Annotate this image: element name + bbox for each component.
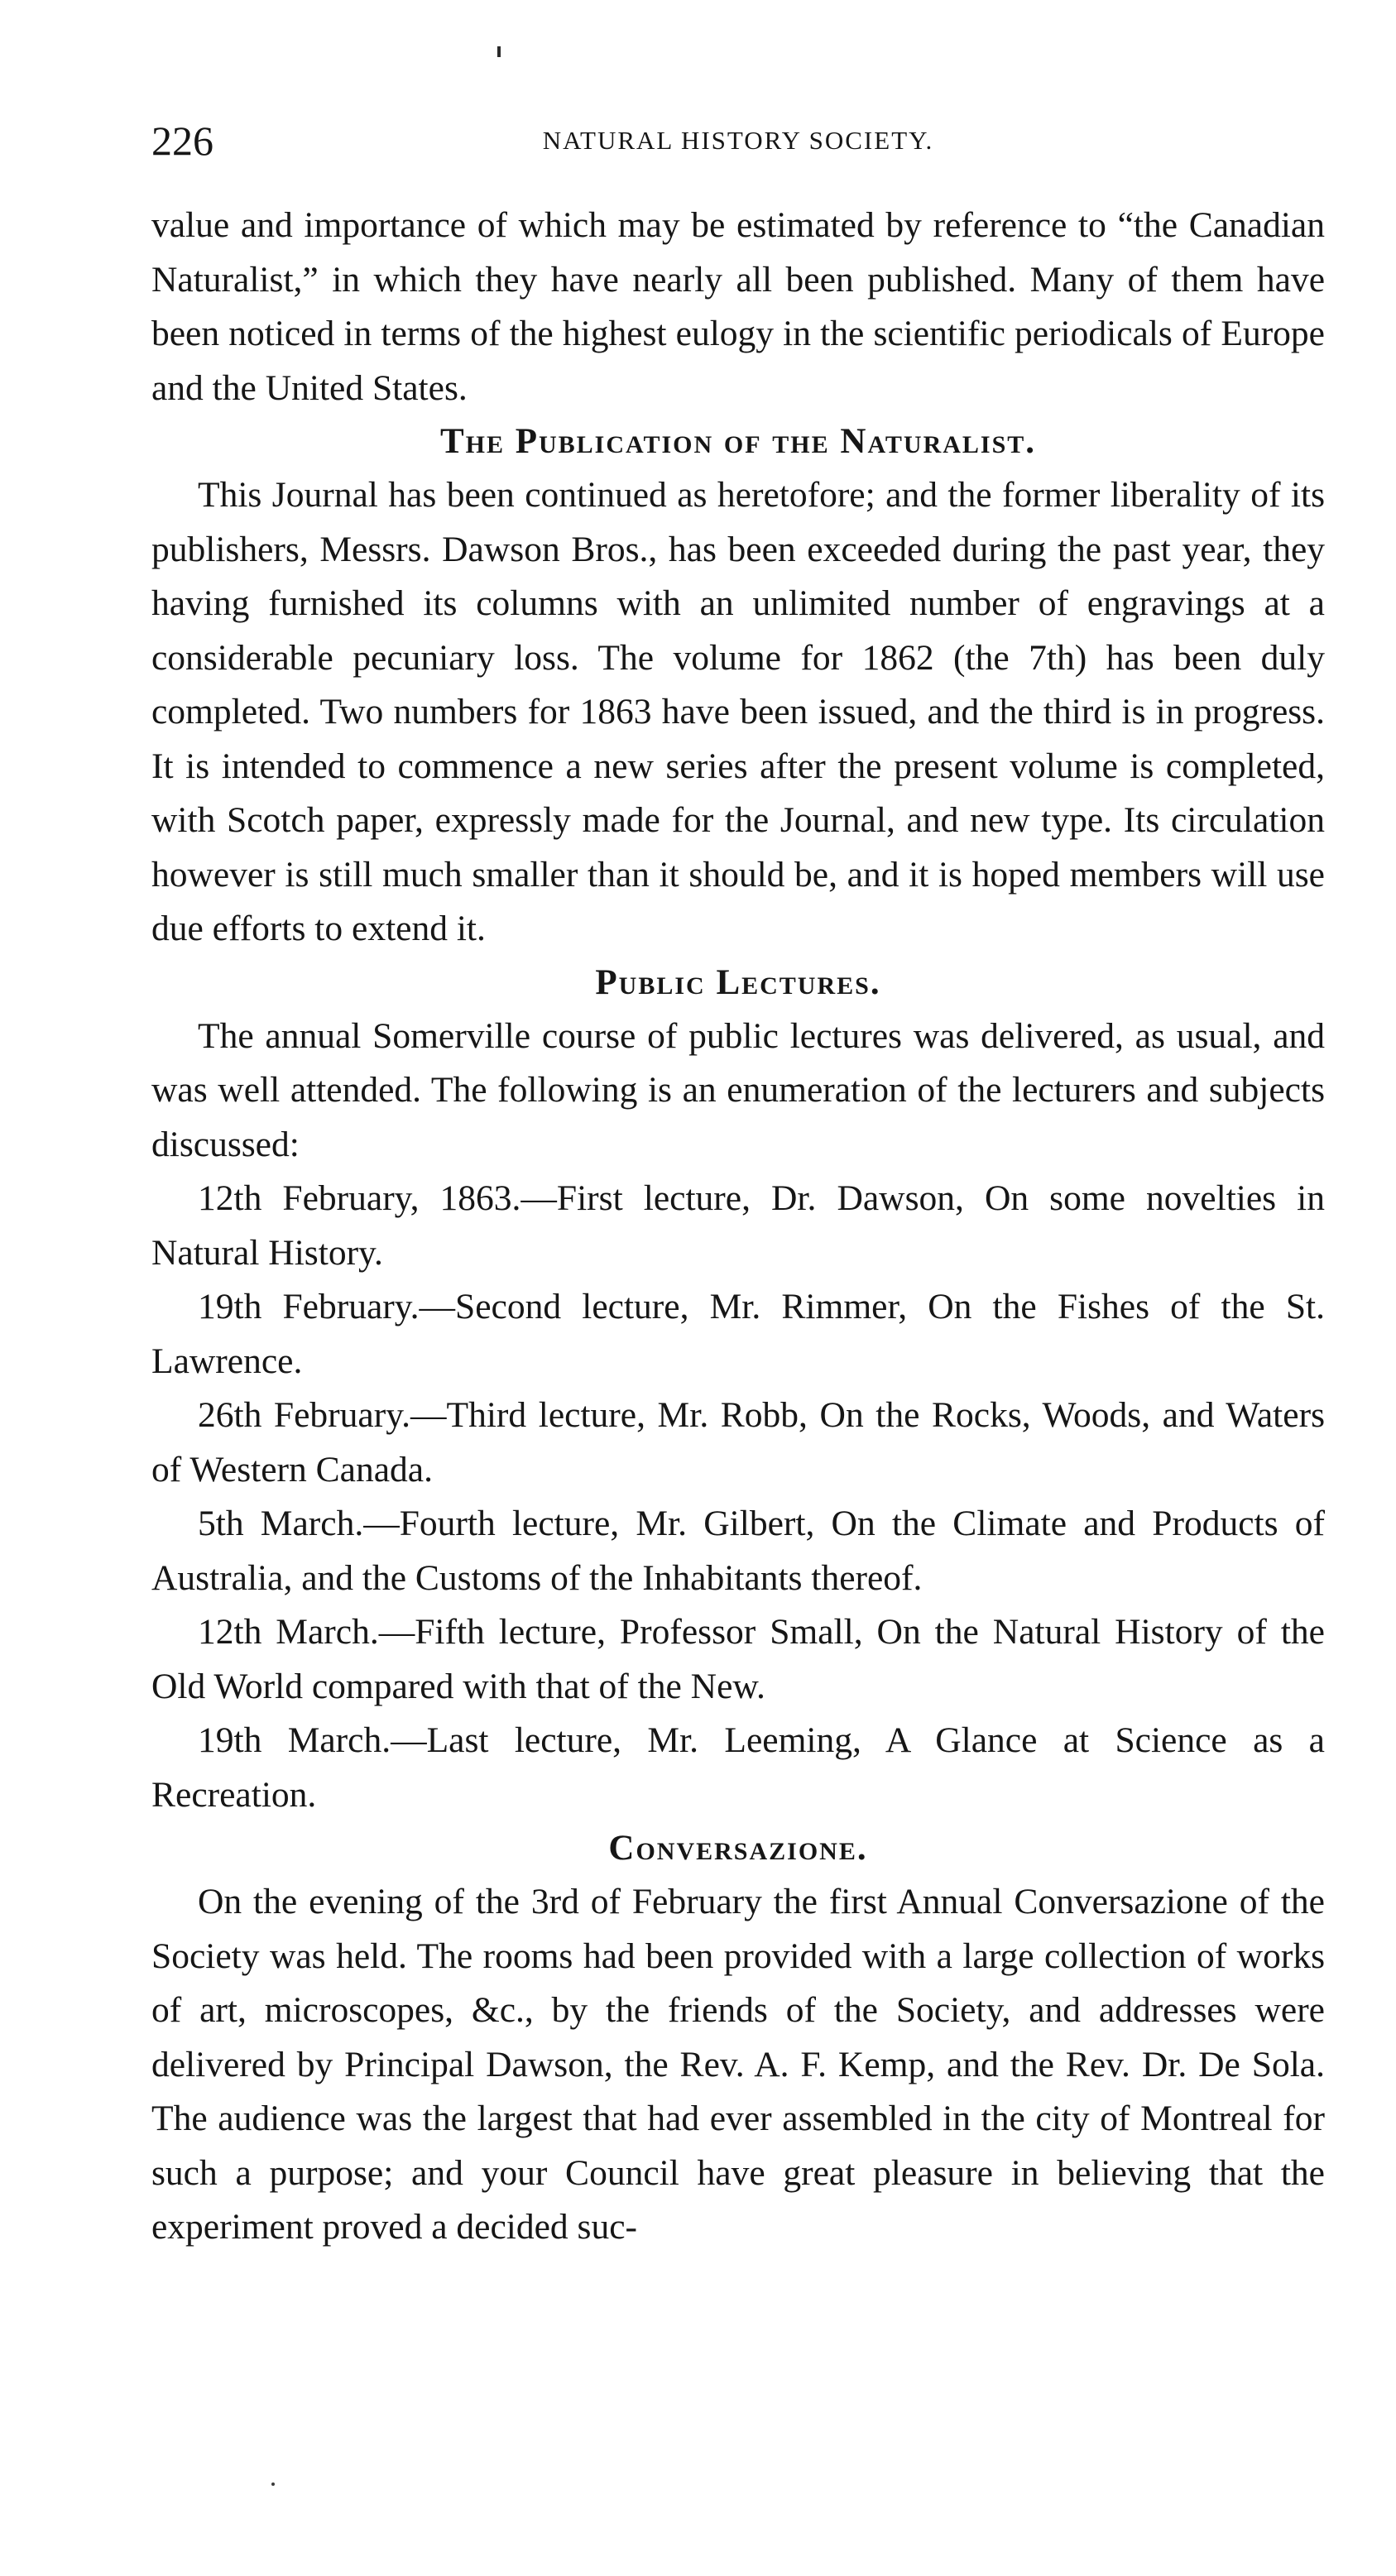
page-number: 226 — [151, 118, 213, 164]
page-header — [151, 108, 1325, 174]
lecture-entry: 19th February.—Second lecture, Mr. Rimmer, On the Fishes of the St. Lawrence. — [151, 1287, 1325, 1381]
lecture-entry: 12th February, 1863.—First lecture, Dr. Dawson, On some novelties in Natural History. — [151, 1178, 1325, 1273]
lecture-entry: 12th March.—Fifth lecture, Professor Small, On the Natural History of the Old World compared with that of the New. — [151, 1612, 1325, 1706]
heading-publication: The Publication of the Naturalist. — [439, 422, 1037, 461]
heading-public-lectures: Public Lectures. — [595, 962, 881, 1002]
ink-speck — [271, 2482, 275, 2486]
paragraph-lectures-intro: The annual Somerville course of public lectures was delivered, as usual, and was well attended. The following is an enumeration of the lecturers and subjects discussed: — [151, 1015, 1325, 1164]
paragraph-conversazione: On the evening of the 3rd of February the first Annual Conversazione of the Society was held. The rooms had been provided with a large collection of works of art, microscopes, &c., by the friends of the Society, and addresses were delivered by Principal Dawson, the Rev. A. F. Kemp, and the Rev. Dr. De Sola. The audience was the largest that had ever assembled in the city of Montreal for such a purpose; and your Council have great pleasure in believing that the experiment proved a decided suc- — [151, 1882, 1325, 2247]
lecture-entry: 5th March.—Fourth lecture, Mr. Gilbert, On the Climate and Products of Australia, and the Customs of the Inhabitants thereof. — [151, 1504, 1325, 1598]
heading-conversazione: Conversazione. — [608, 1829, 868, 1868]
book-page — [151, 108, 1325, 2255]
paragraph-publication: This Journal has been continued as heretofore; and the former liberality of its publishers, Messrs. Dawson Bros., has been exceeded during the past year, they having furnished its columns with an unlimited number of engravings at a considerable pecuniary loss. The volume for 1862 (the 7th) has been duly completed. Two numbers for 1863 have been issued, and the third is in progress. It is intended to commence a new series after the present volume is completed, with Scotch paper, expressly made for the Journal, and new type. Its circulation however is still much smaller than it should be, and it is hoped members will use due efforts to extend it. — [151, 475, 1325, 948]
body-text — [151, 199, 1325, 2255]
lecture-entry: 26th February.—Third lecture, Mr. Robb, On the Rocks, Woods, and Waters of Western Canada. — [151, 1395, 1325, 1489]
lecture-entry: 19th March.—Last lecture, Mr. Leeming, A Glance at Science as a Recreation. — [151, 1720, 1325, 1815]
paragraph-continuation: value and importance of which may be estimated by reference to “the Canadian Naturalist,” in which they have nearly all been published. Many of them have been noticed in terms of the highest eulogy in the scientific periodicals of Europe and the United States. — [151, 205, 1325, 408]
running-title: NATURAL HISTORY SOCIETY. — [542, 126, 934, 155]
printer-mark — [497, 46, 501, 57]
